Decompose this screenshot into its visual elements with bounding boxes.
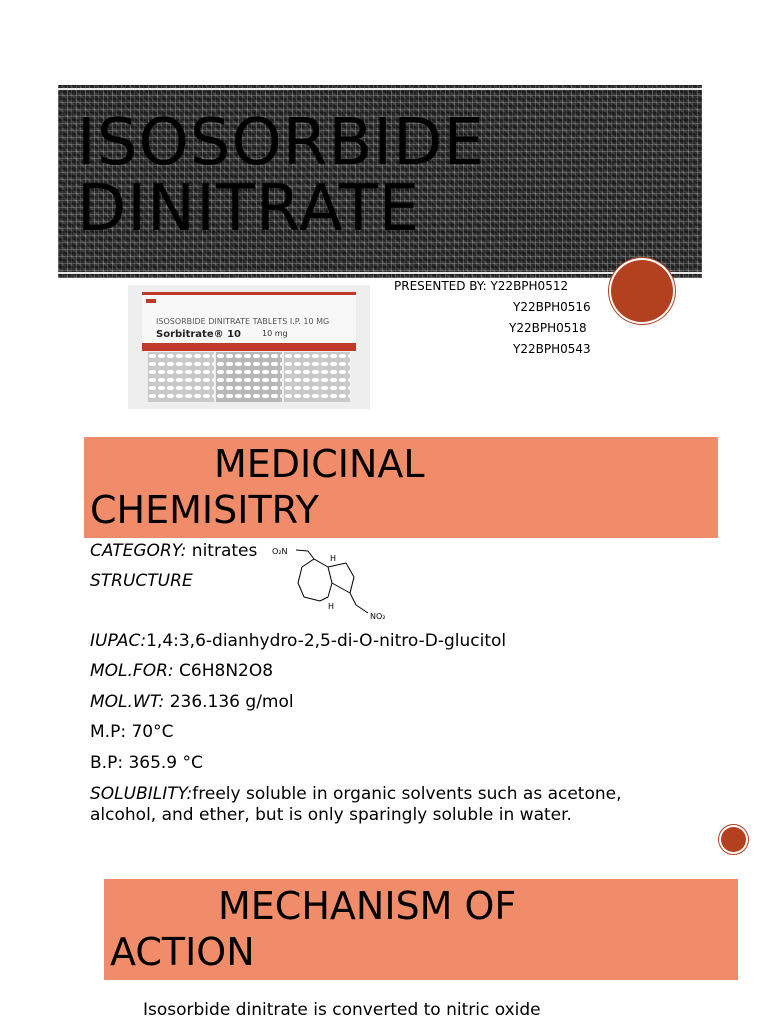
product-box-stripe bbox=[142, 343, 356, 351]
solubility-row bbox=[90, 784, 622, 826]
molwt-label: MOL.WT: bbox=[90, 692, 165, 712]
section-heading bbox=[90, 441, 712, 533]
boiling-point: B.P: 365.9 °C bbox=[90, 753, 203, 773]
heading-line-1: MEDICINAL bbox=[214, 442, 425, 486]
iupac-value: 1,4:3,6-dianhydro-2,5-di-O-nitro-D-glucitol bbox=[146, 631, 507, 651]
product-dose: 10 mg bbox=[262, 329, 288, 338]
structure-label: STRUCTURE bbox=[90, 571, 193, 591]
decorative-circle-small bbox=[721, 827, 746, 852]
iupac-row bbox=[90, 631, 506, 651]
section-header-medicinal-chemistry bbox=[84, 437, 718, 538]
molwt-value: 236.136 g/mol bbox=[164, 692, 294, 712]
no2-label-bottom: NO₂ bbox=[370, 612, 386, 621]
molfor-value: C6H8N2O8 bbox=[173, 661, 274, 681]
solubility-line-2: alcohol, and ether, but is only sparingly soluble in water. bbox=[90, 805, 572, 825]
h-label-top: H bbox=[330, 554, 337, 563]
product-brand: Sorbitrate® 10 bbox=[156, 329, 242, 340]
section-header-mechanism-of-action bbox=[104, 879, 738, 980]
blister-strip bbox=[216, 352, 282, 402]
heading-line-2: CHEMISITRY bbox=[90, 488, 319, 532]
heading-line-1: MECHANISM OF bbox=[218, 884, 517, 928]
molecular-weight-row bbox=[90, 692, 294, 712]
heading-line-2: ACTION bbox=[110, 930, 255, 974]
category-row bbox=[90, 541, 257, 561]
decorative-circle-large bbox=[611, 260, 673, 322]
solubility-line-1: freely soluble in organic solvents such as acetone, bbox=[192, 784, 622, 804]
molecular-formula-row bbox=[90, 661, 273, 681]
h-label-bottom: H bbox=[328, 602, 335, 611]
section-heading bbox=[110, 883, 732, 975]
presenter-id-3: Y22BPH0518 bbox=[509, 321, 587, 335]
product-image bbox=[128, 285, 370, 409]
presenter-label: PRESENTED BY: Y22BPH0512 bbox=[394, 279, 569, 293]
slide-title bbox=[77, 106, 485, 246]
product-description: ISOSORBIDE DINITRATE TABLETS I.P. 10 MG bbox=[156, 317, 330, 326]
molfor-label: MOL.FOR: bbox=[90, 661, 174, 681]
chemical-structure-diagram bbox=[270, 545, 410, 625]
blister-strip bbox=[148, 352, 214, 402]
presenter-id-4: Y22BPH0543 bbox=[513, 342, 591, 356]
melting-point: M.P: 70°C bbox=[90, 722, 174, 742]
title-line-2: DINITRATE bbox=[77, 172, 421, 246]
title-line-1: ISOSORBIDE bbox=[77, 106, 485, 180]
category-label: CATEGORY: bbox=[90, 541, 187, 561]
manufacturer-logo bbox=[146, 299, 156, 303]
presenter-id-2: Y22BPH0516 bbox=[513, 300, 591, 314]
product-box bbox=[142, 292, 356, 349]
iupac-label: IUPAC: bbox=[90, 631, 147, 651]
no2-label-top: O₂N bbox=[272, 547, 288, 556]
category-value: nitrates bbox=[186, 541, 258, 561]
solubility-label: SOLUBILITY: bbox=[90, 784, 193, 804]
blister-strip bbox=[284, 352, 350, 402]
mechanism-text: Isosorbide dinitrate is converted to nitric oxide bbox=[143, 1000, 541, 1020]
